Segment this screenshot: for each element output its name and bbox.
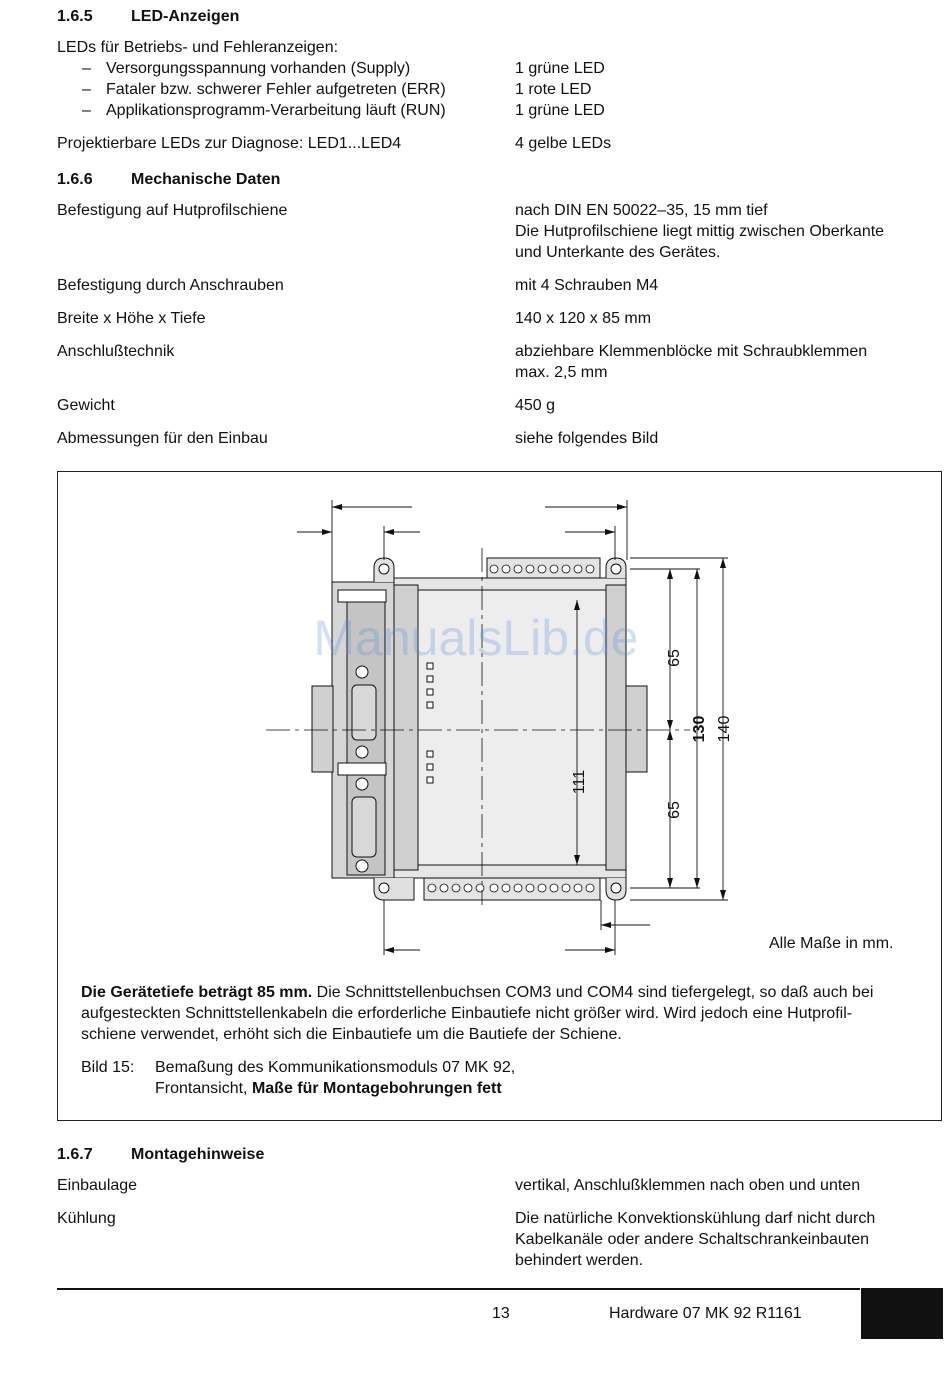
hutprofil-label: Befestigung auf Hutprofilschiene	[57, 202, 288, 219]
led-item-dash: –	[82, 60, 91, 77]
com4-connector	[352, 797, 376, 857]
einbaulage-label: Einbaulage	[57, 1177, 138, 1194]
caption-label: Bild 15:	[81, 1059, 135, 1076]
einbau-value: siehe folgendes Bild	[515, 430, 659, 447]
section-title-led: LED-Anzeigen	[131, 8, 240, 25]
dim-140: 140	[716, 715, 733, 743]
page-number: 13	[492, 1305, 510, 1322]
anschluss-label: Anschlußtechnik	[57, 343, 175, 360]
einbau-label: Abmessungen für den Einbau	[57, 430, 268, 447]
kuehlung-label: Kühlung	[57, 1210, 116, 1227]
led-item-dash: –	[82, 81, 91, 98]
diag-label: Projektierbare LEDs zur Diagnose: LED1...LED4	[57, 135, 402, 152]
section-title-mech: Mechanische Daten	[131, 171, 281, 188]
din-clip-right	[626, 686, 647, 772]
footer-rule	[57, 1288, 860, 1290]
led-item-value-err: 1 rote LED	[515, 81, 592, 98]
din-clip-left	[312, 686, 333, 772]
masse-label: Breite x Höhe x Tiefe	[57, 310, 206, 327]
section-number-167: 1.6.7	[57, 1146, 93, 1163]
dim-111: 111	[571, 769, 588, 795]
kuehlung-value: Die natürliche Konvektionskühlung darf nicht durch Kabelkanäle oder andere Schaltschrankeinbauten behindert werden.	[515, 1210, 876, 1269]
masse-value: 140 x 120 x 85 mm	[515, 310, 652, 327]
dim-65-top: 65	[666, 649, 683, 667]
terminal-block-bottom	[424, 878, 600, 900]
gewicht-label: Gewicht	[57, 397, 115, 414]
description-bold: Die Gerätetiefe beträgt 85 mm.	[81, 984, 313, 1001]
com3-connector	[352, 685, 376, 740]
units-note: Alle Maße in mm.	[769, 935, 894, 952]
led-item-value-run: 1 grüne LED	[515, 102, 605, 119]
led-item-label-run: Applikationsprogramm-Verarbeitung läuft (RUN)	[106, 102, 446, 119]
watermark: ManualsLib.de	[313, 610, 639, 666]
section-title-montage: Montagehinweise	[131, 1146, 265, 1163]
section-number-165: 1.6.5	[57, 8, 93, 25]
footer-black-tab	[861, 1288, 943, 1339]
hutprofil-value: nach DIN EN 50022–35, 15 mm tief Die Hutprofilschiene liegt mittig zwischen Oberkante und Unterkante des Gerätes.	[515, 202, 885, 261]
dim-65-bottom: 65	[666, 801, 683, 819]
led-intro: LEDs für Betriebs- und Fehleranzeigen:	[57, 39, 339, 56]
gewicht-value: 450 g	[515, 397, 556, 414]
diag-value: 4 gelbe LEDs	[515, 135, 612, 152]
anschluss-value: abziehbare Klemmenblöcke mit Schraubklemmen max. 2,5 mm	[515, 343, 868, 381]
dim-130: 130	[691, 715, 708, 743]
led-item-dash: –	[82, 102, 91, 119]
schrauben-value: mit 4 Schrauben M4	[515, 277, 659, 294]
section-number-166: 1.6.6	[57, 171, 93, 188]
einbaulage-value: vertikal, Anschlußklemmen nach oben und unten	[515, 1177, 861, 1194]
figure-description: Die Gerätetiefe beträgt 85 mm. Die Schnittstellenbuchsen COM3 und COM4 sind tiefergelegt, so daß auch bei aufgesteckten Schnittstellenkabeln die erforderliche Einbautiefe nicht größer wird. Wird jedoch eine Hutprofil- schiene verwendet, erhöht sich die Einbautiefe um die Bautiefe der Schiene.	[81, 984, 874, 1043]
led-item-value-supply: 1 grüne LED	[515, 60, 605, 77]
led-item-label-err: Fataler bzw. schwerer Fehler aufgetreten (ERR)	[106, 81, 446, 98]
schrauben-label: Befestigung durch Anschrauben	[57, 277, 284, 294]
caption-text: Bemaßung des Kommunikationsmoduls 07 MK 92, Frontansicht, Maße für Montagebohrungen fett	[155, 1059, 516, 1097]
document-title: Hardware 07 MK 92 R1161	[609, 1305, 802, 1322]
led-item-label-supply: Versorgungsspannung vorhanden (Supply)	[106, 60, 411, 77]
